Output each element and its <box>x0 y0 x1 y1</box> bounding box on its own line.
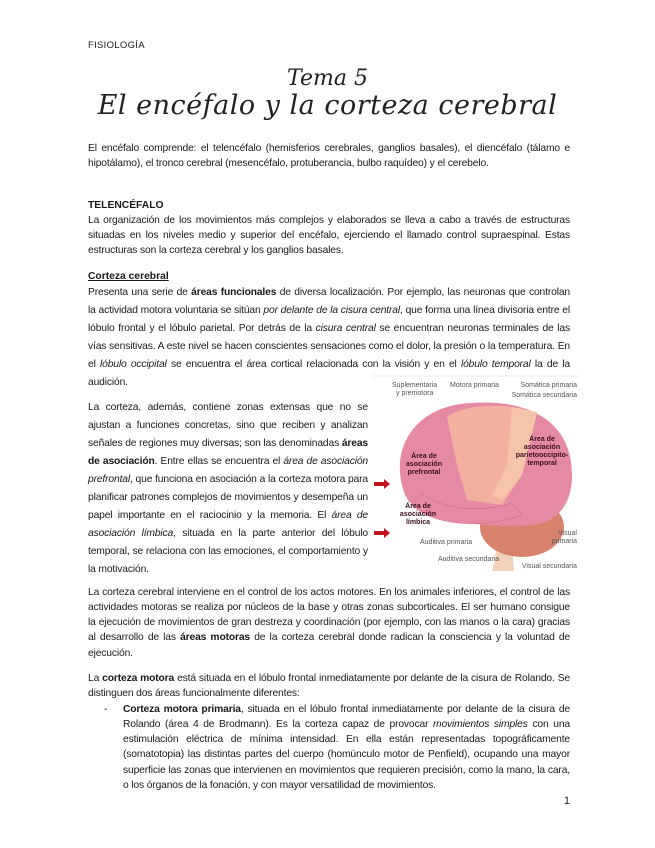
label-somatica-primaria: Somática primaria <box>520 382 577 390</box>
arrow-prefrontal-icon <box>374 479 390 489</box>
bold-term: áreas motoras <box>180 632 251 644</box>
bold-term: áreas de asociación <box>88 438 368 468</box>
italic-term: área de asociación límbica <box>88 509 369 539</box>
text-run: , que forma una línea divisoria entre el lóbulo frontal y el lóbulo parietal. Por detrás de la <box>88 304 570 334</box>
label-somatica-secundaria: Somática secundaria <box>511 392 577 400</box>
text-run: . Entre ellas se encuentra el <box>154 456 284 468</box>
text-run: la de la audición. <box>88 358 570 388</box>
label-parietooccipitotemporal: Área de <box>529 436 555 444</box>
intro-paragraph <box>88 141 570 171</box>
label-prefrontal: Área de <box>411 453 437 461</box>
italic-term: lóbulo temporal <box>460 358 531 370</box>
list-bullet: - <box>104 703 108 715</box>
text-run: La corteza cerebral interviene en el control de los actos motores. En los animales inferiores, el control de las actividades motoras se realiza por núcleos de la base y otras zonas subcorticales. El ser humano consigue la ejecución de movimientos de gran destreza y coordinación (por ejemplo, con las manos o la cara) gracias al desarrollo de las <box>88 586 570 644</box>
telencefalo-paragraph <box>88 213 570 258</box>
text-run: con una estimulación eléctrica de mínima intensidad. En ella están representadas topográficamente (somatotopia) las distintas partes del cuerpo (homúnculo motor de Penfield), ocupando una mayor superficie las zonas que intervienen en movimientos que requieren precisión, como la mano, la cara, o los órganos de la fonación, y con mayor versatilidad de movimientos. <box>123 718 570 792</box>
text-run: La organización de los movimientos más complejos y elaborados se lleva a cabo a través de estructuras situadas en los niveles medio y superior del encéfalo, ejerciendo el llamado control supraespinal. Estas estructuras son la corteza cerebral y los ganglios basales. <box>88 215 570 256</box>
text-run: se encuentran neuronas terminales de las vías sensitivas. A este nivel se hacen conscientes sensaciones como el dolor, la presión o la temperatura. En el <box>88 322 571 370</box>
label-prefrontal-3: prefrontal <box>407 469 441 477</box>
bold-term: Corteza motora primaria <box>123 703 241 715</box>
motora-primaria-list-item <box>123 702 570 794</box>
label-visual-primaria: Visual <box>558 530 577 538</box>
label-limbica-3: límbica <box>405 519 431 527</box>
italic-term: movimientos simples <box>433 718 528 730</box>
label-parieto-3: parietooccipito- <box>515 452 569 460</box>
text-run: , situada en la parte anterior del lóbulo temporal, se relaciona con las emociones, el comportamiento y la motivación. <box>88 527 368 575</box>
label-parieto-4: temporal <box>527 460 557 468</box>
text-run: de la corteza cerebral donde radican la consciencia y la voluntad de ejecución. <box>88 632 570 659</box>
text-run: La corteza, además, contiene zonas extensas que no se ajustan a funciones concretas, sino que reciben y analizan señales de regiones muy diversas; son las denominadas <box>88 402 368 450</box>
bold-term: áreas funcionales <box>191 287 277 298</box>
label-suplementaria: Suplementaria <box>392 382 438 390</box>
label-motora-primaria: Motora primaria <box>450 382 500 390</box>
text-run: Presenta una serie de <box>88 287 192 298</box>
italic-term: lóbulo occipital <box>99 358 167 370</box>
control-motor-paragraph <box>88 585 570 661</box>
list-item <box>88 702 570 794</box>
label-auditiva-primaria: Auditiva primaria <box>420 539 473 547</box>
subsection-heading-corteza: Corteza cerebral <box>88 271 169 282</box>
document-body <box>88 141 577 808</box>
section-heading-telencefalo: TELENCÉFALO <box>88 200 164 211</box>
text-run: La <box>88 672 103 684</box>
text-run: de diversa localización. Por ejemplo, las neuronas que controlan la actividad motora voluntaria se sitúan <box>88 287 570 316</box>
label-prefrontal-2: asociación <box>405 461 443 469</box>
italic-term: área de asociación prefrontal <box>88 456 368 486</box>
asociacion-row <box>88 382 578 578</box>
arrow-limbica-icon <box>374 528 390 538</box>
label-parieto-2: asociación <box>523 444 561 452</box>
asociacion-paragraph <box>88 399 368 578</box>
bold-term: corteza motora <box>102 672 175 684</box>
document-header: FISIOLOGÍA <box>88 40 145 51</box>
page-number: 1 <box>563 795 570 808</box>
label-visual-secundaria: Visual secundaria <box>521 563 577 571</box>
text-run: El encéfalo comprende: el telencéfalo (hemisferios cerebrales, ganglios basales), el diencéfalo (tálamo e hipotálamo), el tronco cerebral (mesencéfalo, protuberancia, bulbo raquídeo) y el cerebelo. <box>88 143 570 169</box>
brain-areas-figure <box>372 375 578 571</box>
text-run: , situada en el lóbulo frontal inmediatamente por delante de la cisura de Rolando (área 4 de Brodmann). Es la corteza capaz de provocar <box>123 703 570 730</box>
label-auditiva-secundaria: Auditiva secundaria <box>438 556 500 564</box>
topic-number: Tema 5 <box>287 66 368 91</box>
text-run: se encuentra el área cortical relacionada con la visión y en el <box>166 358 461 370</box>
text-run: , que funciona en asociación a la corteza motora para planificar patrones complejos de movimientos y desempeña un papel importante en el raciocinio y la memoria. El <box>88 474 368 521</box>
italic-term: por delante de la cisura central <box>263 304 401 316</box>
page-title: El encéfalo y la corteza cerebral <box>97 90 558 121</box>
text-run: está situada en el lóbulo frontal inmediatamente por delante de la cisura de Rolando. Se distinguen dos áreas funcionalmente diferentes: <box>88 672 570 700</box>
label-premotora: y premotora <box>396 390 434 398</box>
label-limbica-2: asociación <box>399 511 437 519</box>
corteza-motora-paragraph <box>88 671 570 702</box>
label-limbica: Área de <box>405 503 431 511</box>
italic-term: cisura central <box>315 322 376 334</box>
label-visual-primaria-2: primaria <box>551 538 577 546</box>
